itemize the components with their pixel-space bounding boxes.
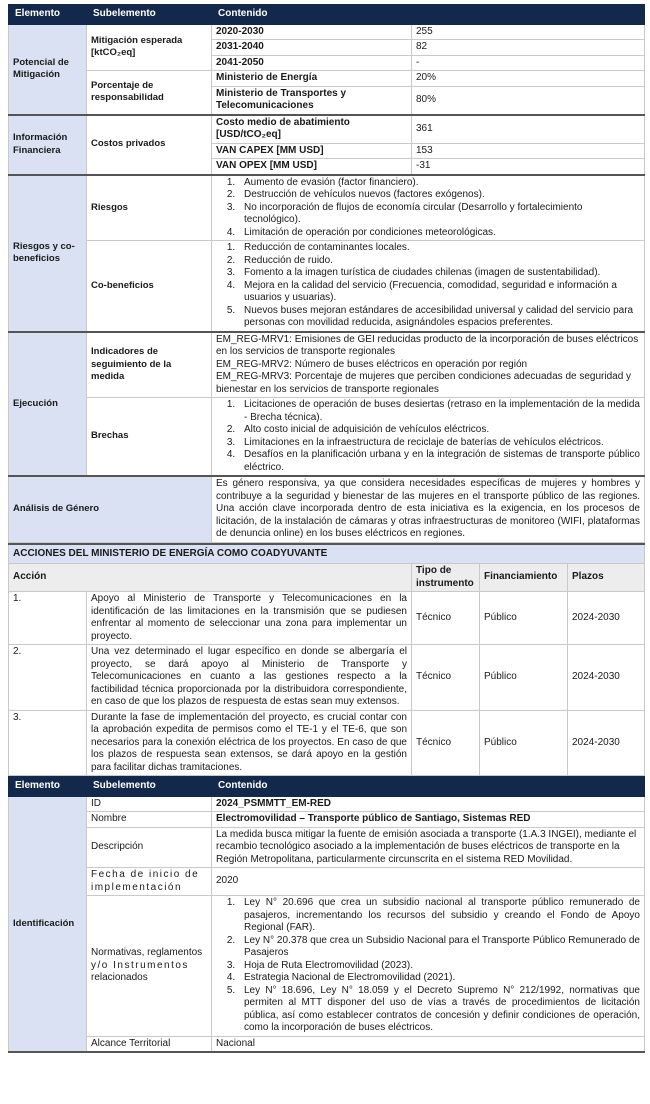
header-elemento: Elemento xyxy=(9,5,87,25)
element-financiera: Información Financiera xyxy=(9,115,87,175)
id-value: 2024_PSMMTT_EM-RED xyxy=(212,796,645,812)
element-genero: Análisis de Género xyxy=(9,476,212,542)
cost-label: VAN OPEX [MM USD] xyxy=(212,159,412,175)
table-header xyxy=(9,5,645,25)
indicator: EM_REG-MRV3: Porcentaje de mujeres que perciben condiciones adecuadas de seguridad y bienestar en los servicios de transporte regionales xyxy=(216,371,632,395)
list-item: 4. Mejora en la calidad del servicio (Frecuencia, comodidad, seguridad e información a usuarios y usuarias). xyxy=(238,280,640,305)
document-page xyxy=(8,4,644,1053)
measure-table-1 xyxy=(8,4,645,543)
table-row xyxy=(9,398,645,477)
descripcion-label: Descripción xyxy=(87,827,212,868)
action-number: 1. xyxy=(9,592,87,645)
indicator: EM_REG-MRV1: Emisiones de GEI reducidas producto de la incorporación de buses eléctricos en los servicios de transporte regionales xyxy=(216,333,639,357)
list-item: 3. No incorporación de flujos de economía circular (Desarrollo y fortalecimiento tecnológico). xyxy=(238,202,640,227)
indicadores-cell xyxy=(212,332,645,398)
period-label: 2031-2040 xyxy=(212,40,412,56)
period-value: - xyxy=(412,55,645,71)
table-row xyxy=(9,812,645,828)
period-label: 2041-2050 xyxy=(212,55,412,71)
list-item: 4. Limitación de operación por condiciones meteorológicas. xyxy=(238,227,640,240)
normativas-label-line: y/o Instrumentos xyxy=(91,959,189,971)
action-plazo: 2024-2030 xyxy=(568,710,645,776)
list-item: 3. Fomento a la imagen turística de ciudades chilenas (imagen de sustentabilidad). xyxy=(238,267,640,280)
table-row xyxy=(9,827,645,868)
list-item: 3. Limitaciones en la infraestructura de reciclaje de baterías de vehículos eléctricos. xyxy=(238,437,640,450)
element-riesgos: Riesgos y co-beneficios xyxy=(9,175,87,332)
table-row xyxy=(9,868,645,896)
measure-table-2 xyxy=(8,776,645,1053)
cost-value: 153 xyxy=(412,143,645,159)
period-label: 2020-2030 xyxy=(212,24,412,40)
action-plazo: 2024-2030 xyxy=(568,592,645,645)
acciones-table xyxy=(8,543,645,777)
header-accion: Acción xyxy=(9,564,412,592)
alcance-value: Nacional xyxy=(212,1036,645,1052)
list-item: 1. Aumento de evasión (factor financiero). xyxy=(238,177,640,190)
list-item: 1. Ley N° 20.696 que crea un subsidio nacional al transporte público remunerado de pasajeros, incrementando los recursos del subsidio y creando el Fondo de Apoyo Regional (FAR). xyxy=(238,897,640,935)
sub-cobeneficios: Co-beneficios xyxy=(87,241,212,332)
list-item: 1. Reducción de contaminantes locales. xyxy=(238,242,640,255)
genero-text: Es género responsiva, ya que considera necesidades específicas de mujeres y hombres y contribuye a la seguridad y bienestar de las mujeres en el transporte público de las regiones. Una acción clave incorporada dentro de esta iniciativa es la exigencia, en los procesos de licitación, de la instalación de cámaras y otras infraestructuras de monitoreo (WIFI, plataformas de denuncia online) en los buses eléctricos en regiones. xyxy=(212,476,645,542)
brechas-list xyxy=(216,399,640,474)
list-item: 4. Desafíos en la planificación urbana y en la integración de sistemas de transporte público eléctrico. xyxy=(238,449,640,474)
sub-costos: Costos privados xyxy=(87,115,212,175)
fecha-label: Fecha de inicio de implementación xyxy=(87,868,212,896)
action-text: Durante la fase de implementación del proyecto, es crucial contar con la aprobación expedita de permisos como el TE-1 y el TE-6, que son necesarios para la conexión eléctrica de los proyectos. En caso de que los plazos de respuesta sean extensos, se dará apoyo en la gestión para facilitar dichas tramitaciones. xyxy=(87,710,412,776)
action-financiamiento: Público xyxy=(480,592,568,645)
element-identificacion: Identificación xyxy=(9,796,87,1052)
table-row xyxy=(9,710,645,776)
cost-label: Costo medio de abatimiento [USD/tCO₂eq] xyxy=(212,115,412,144)
normativas-label-line: Normativas, reglamentos xyxy=(91,947,203,958)
table-row xyxy=(9,241,645,332)
entity-value: 80% xyxy=(412,86,645,115)
action-tipo: Técnico xyxy=(412,592,480,645)
list-item: 4. Estrategia Nacional de Electromovilidad (2021). xyxy=(238,972,640,985)
list-item: 2. Ley N° 20.378 que crea un Subsidio Nacional para el Transporte Público Remunerado de Pasajeros xyxy=(238,935,640,960)
action-text: Una vez determinado el lugar específico en donde se albergaría el proyecto, se dará apoyo al Ministerio de Transporte y Telecomunicaciones en cuanto a las gestiones respecto a la factibilidad técnica proporcionada por la distribuidora correspondiente, en caso de que los plazos de respuesta de estas sean muy extensos. xyxy=(87,645,412,711)
normativas-list-cell xyxy=(212,896,645,1037)
action-tipo: Técnico xyxy=(412,645,480,711)
entity-label: Ministerio de Energía xyxy=(212,71,412,87)
sub-mitigacion: Mitigación esperada [ktCO₂eq] xyxy=(87,24,212,71)
element-ejecucion: Ejecución xyxy=(9,332,87,477)
acciones-title: ACCIONES DEL MINISTERIO DE ENERGÍA COMO COADYUVANTE xyxy=(9,544,645,564)
header-plazos: Plazos xyxy=(568,564,645,592)
riesgos-list xyxy=(216,177,640,240)
entity-value: 20% xyxy=(412,71,645,87)
element-potencial: Potencial de Mitigación xyxy=(9,24,87,115)
header-financiamiento: Financiamiento xyxy=(480,564,568,592)
riesgos-list-cell xyxy=(212,175,645,241)
entity-label: Ministerio de Transportes y Telecomunicaciones xyxy=(212,86,412,115)
period-value: 255 xyxy=(412,24,645,40)
nombre-label: Nombre xyxy=(87,812,212,828)
list-item: 1. Licitaciones de operación de buses desiertas (retraso en la implementación de la medida - Brecha técnica). xyxy=(238,399,640,424)
cost-label: VAN CAPEX [MM USD] xyxy=(212,143,412,159)
table-row xyxy=(9,796,645,812)
list-item: 2. Destrucción de vehículos nuevos (factores exógenos). xyxy=(238,189,640,202)
cobeneficios-list-cell xyxy=(212,241,645,332)
table-row xyxy=(9,24,645,40)
table-header xyxy=(9,777,645,797)
normativas-list xyxy=(216,897,640,1035)
brechas-list-cell xyxy=(212,398,645,477)
fecha-value: 2020 xyxy=(212,868,645,896)
action-plazo: 2024-2030 xyxy=(568,645,645,711)
cobeneficios-list xyxy=(216,242,640,330)
header-tipo: Tipo de instrumento xyxy=(412,564,480,592)
table-row xyxy=(9,1036,645,1052)
header-contenido: Contenido xyxy=(212,5,645,25)
list-item: 5. Nuevos buses mejoran estándares de accesibilidad universal y calidad del servicio para personas con movilidad reducida, asignándoles espacios preferentes. xyxy=(238,305,640,330)
nombre-value: Electromovilidad – Transporte público de Santiago, Sistemas RED xyxy=(212,812,645,828)
sub-indicadores: Indicadores de seguimiento de la medida xyxy=(87,332,212,398)
acciones-header xyxy=(9,564,645,592)
action-financiamiento: Público xyxy=(480,645,568,711)
alcance-label: Alcance Territorial xyxy=(87,1036,212,1052)
sub-brechas: Brechas xyxy=(87,398,212,477)
table-row xyxy=(9,645,645,711)
action-tipo: Técnico xyxy=(412,710,480,776)
action-financiamiento: Público xyxy=(480,710,568,776)
action-number: 2. xyxy=(9,645,87,711)
normativas-label-line: relacionados xyxy=(91,972,148,983)
list-item: 3. Hoja de Ruta Electromovilidad (2023). xyxy=(238,960,640,973)
table-row xyxy=(9,115,645,144)
sub-riesgos: Riesgos xyxy=(87,175,212,241)
descripcion-value: La medida busca mitigar la fuente de emisión asociada a transporte (1.A.3 INGEI), mediante el recambio tecnológico asociado a la implementación de buses eléctricos de transporte en la Región Metropolitana, particularmente circunscrita en el sistema RED Movilidad. xyxy=(212,827,645,868)
table-row xyxy=(9,71,645,87)
id-label: ID xyxy=(87,796,212,812)
action-text: Apoyo al Ministerio de Transporte y Telecomunicaciones en la identificación de las limitaciones en la transmisión que se pudiesen enfrentar al momento de seleccionar una zona para implementar un proyecto. xyxy=(87,592,412,645)
header-elemento: Elemento xyxy=(9,777,87,797)
cost-value: -31 xyxy=(412,159,645,175)
sub-porcentaje: Porcentaje de responsabilidad xyxy=(87,71,212,115)
table-row xyxy=(9,896,645,1037)
table-row xyxy=(9,476,645,542)
list-item: 2. Alto costo inicial de adquisición de vehículos eléctricos. xyxy=(238,424,640,437)
action-number: 3. xyxy=(9,710,87,776)
normativas-label xyxy=(87,896,212,1037)
header-subelemento: Subelemento xyxy=(87,777,212,797)
period-value: 82 xyxy=(412,40,645,56)
header-subelemento: Subelemento xyxy=(87,5,212,25)
list-item: 5. Ley N° 18.696, Ley N° 18.059 y el Decreto Supremo N° 212/1992, normativas que permiten al MTT disponer del uso de vías a través de procedimientos de licitación pública, así como establecer contratos de concesión y definir condiciones de operación, como la incorporación de buses eléctricos. xyxy=(238,985,640,1035)
table-row xyxy=(9,332,645,398)
cost-value: 361 xyxy=(412,115,645,144)
list-item: 2. Reducción de ruido. xyxy=(238,255,640,268)
table-row xyxy=(9,592,645,645)
table-row xyxy=(9,175,645,241)
indicator: EM_REG-MRV2: Número de buses eléctricos en operación por región xyxy=(216,358,528,370)
section-title-row xyxy=(9,544,645,564)
header-contenido: Contenido xyxy=(212,777,645,797)
